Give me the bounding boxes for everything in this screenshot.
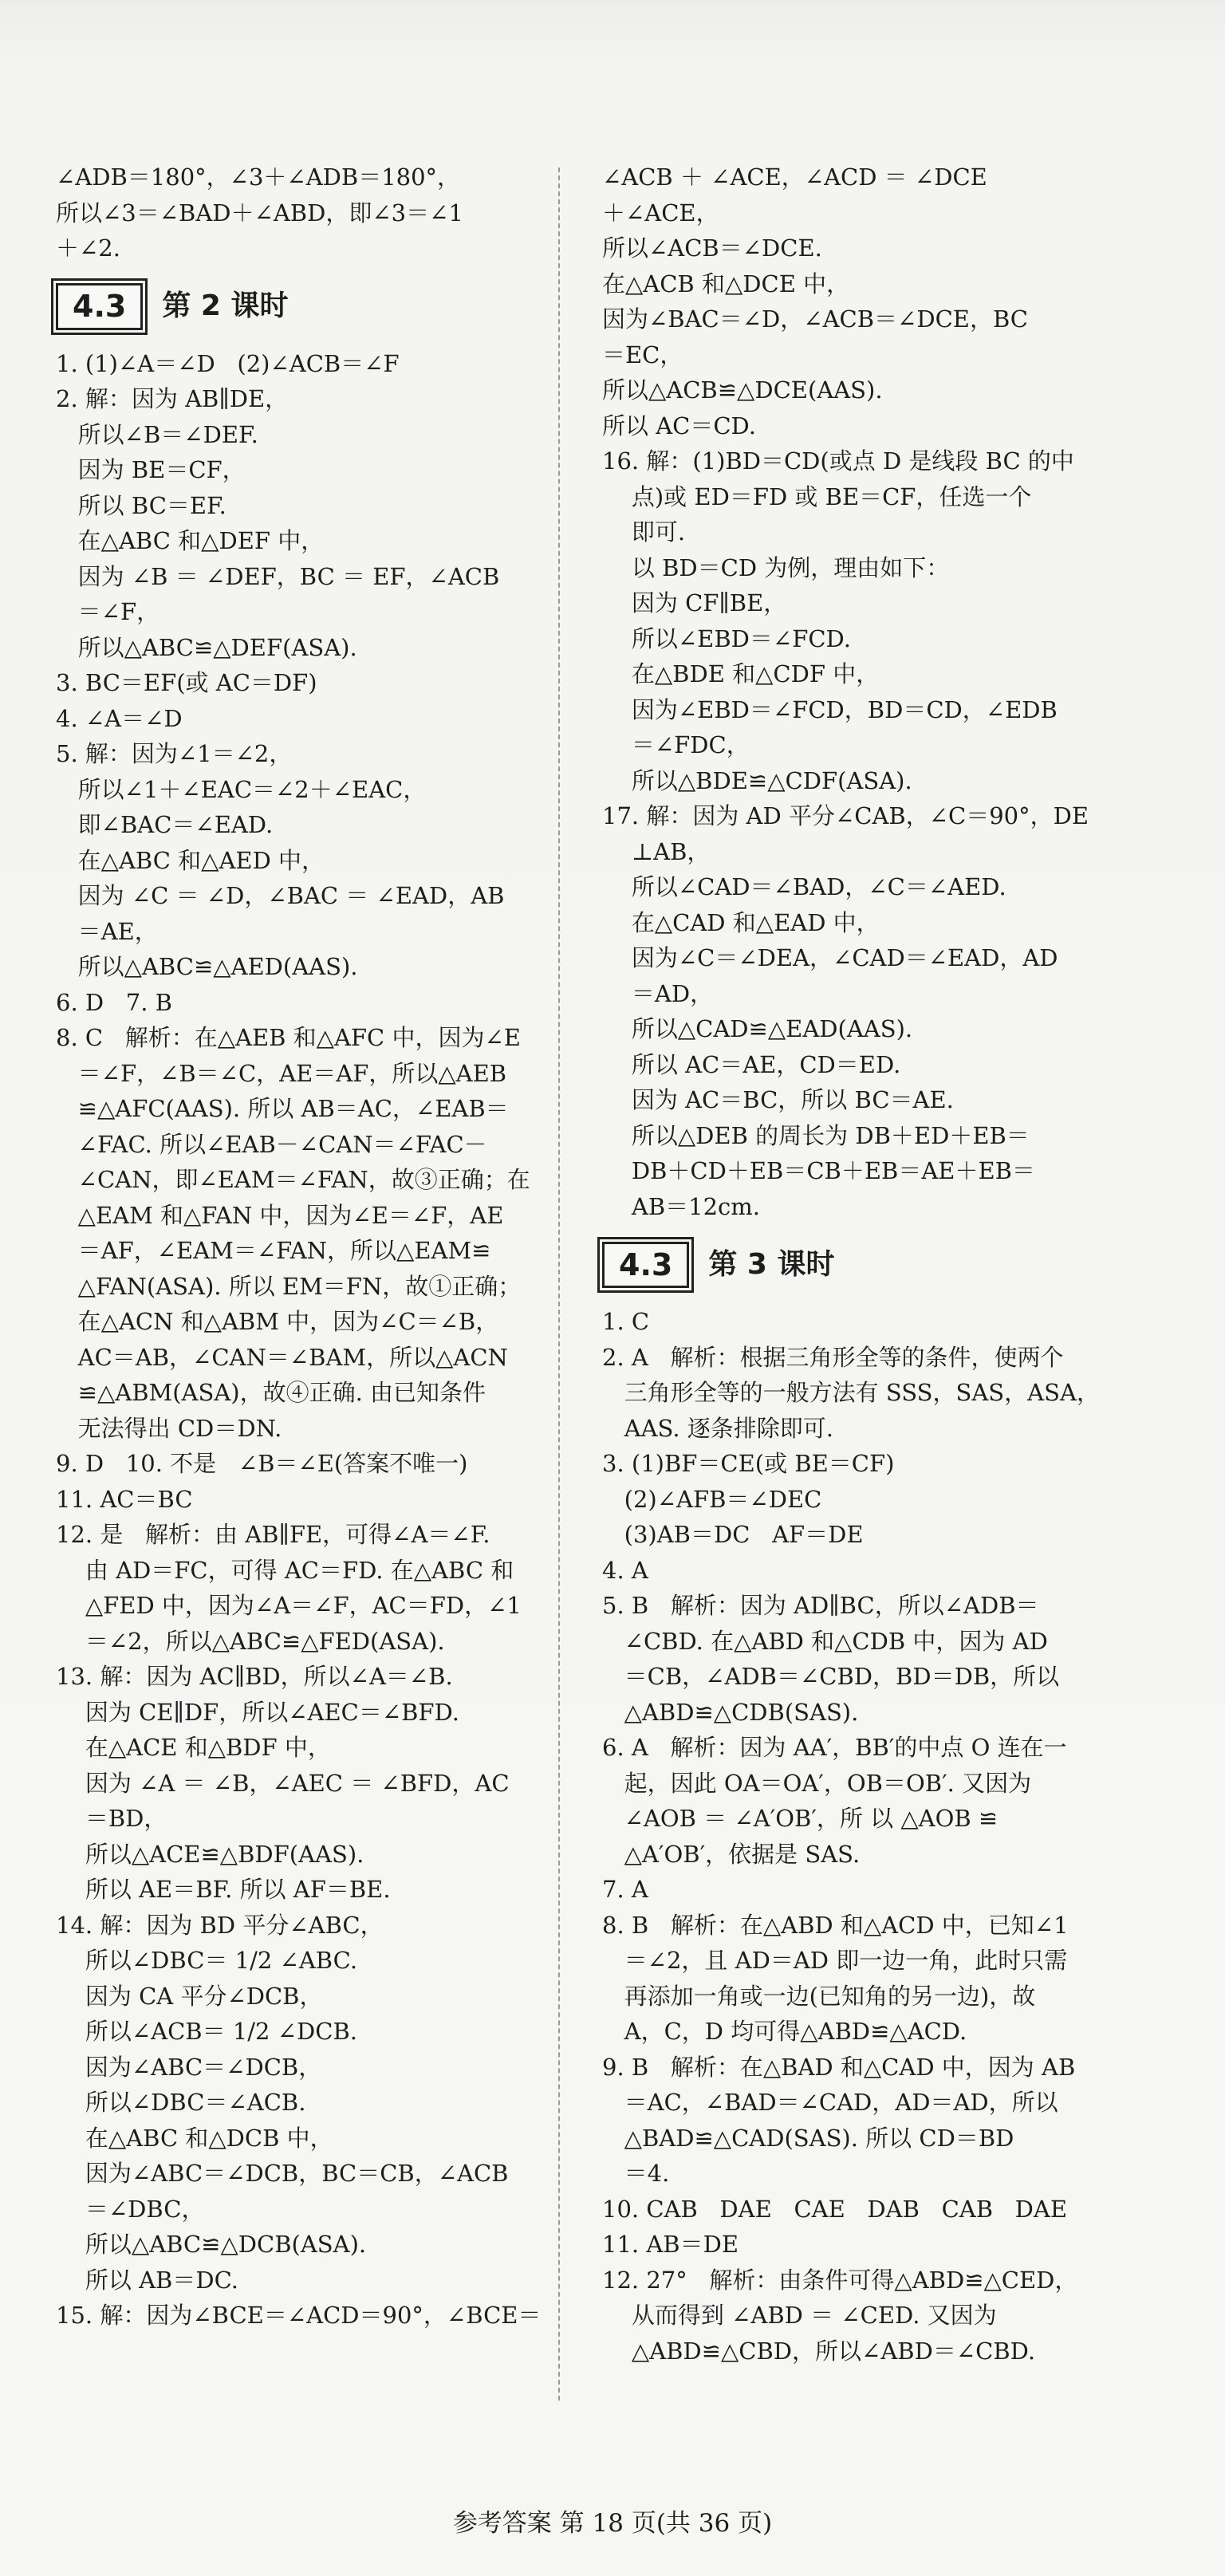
answer-line: ＝∠F，∠B＝∠C，AE＝AF，所以△AEB	[56, 1059, 507, 1087]
answer-line: ＝4.	[602, 2160, 670, 2187]
answer-line: ∠CAN，即∠EAM＝∠FAN，故③正确；在	[56, 1166, 530, 1193]
answer-line: 因为∠C＝∠DEA，∠CAD＝∠EAD，AD	[602, 944, 1058, 971]
left-column	[56, 160, 566, 2334]
answer-line: 所以∠DBC＝ 1/2 ∠ABC.	[56, 1947, 358, 1974]
answer-line: 5. 解：因为∠1＝∠2，	[56, 740, 293, 767]
answer-line: ＝AD，	[602, 979, 714, 1007]
answer-line: 3. BC＝EF(或 AC＝DF)	[56, 669, 317, 696]
answer-line: 因为 CE∥DF，所以∠AEC＝∠BFD.	[56, 1698, 459, 1726]
answer-line: 因为 CA 平分∠DCB，	[56, 1982, 323, 2010]
answer-line: 所以 AB＝DC.	[56, 2266, 238, 2294]
answer-line: 在△ACE 和△BDF 中，	[56, 1734, 331, 1761]
answer-line: 所以∠DBC＝∠ACB.	[56, 2089, 306, 2116]
right-column	[602, 160, 1113, 2369]
answer-line: 在△ACN 和△ABM 中，因为∠C＝∠B，	[56, 1308, 499, 1335]
answer-line: 所以 AE＝BF. 所以 AF＝BE.	[56, 1876, 391, 1903]
answer-line: 1. (1)∠A＝∠D (2)∠ACB＝∠F	[56, 349, 400, 377]
answer-line: AB＝12cm.	[602, 1192, 760, 1220]
answer-line: 所以 AC＝AE，CD＝ED.	[602, 1050, 901, 1078]
answer-line: 因为 ∠A ＝ ∠B，∠AEC ＝ ∠BFD，AC	[56, 1769, 510, 1797]
answer-line: 因为 CF∥BE，	[602, 589, 787, 616]
answer-line: AAS. 逐条排除即可.	[602, 1414, 834, 1442]
answer-line: 从而得到 ∠ABD ＝ ∠CED. 又因为	[602, 2302, 997, 2329]
answer-line: 13. 解：因为 AC∥BD，所以∠A＝∠B.	[56, 1663, 453, 1690]
answer-line: 三角形全等的一般方法有 SSS，SAS，ASA，	[602, 1379, 1100, 1406]
answer-line: 在△BDE 和△CDF 中，	[602, 660, 880, 687]
answer-line: 12. 是 解析：由 AB∥FE，可得∠A＝∠F.	[56, 1521, 490, 1548]
answer-line: 在△ABC 和△AED 中，	[56, 846, 325, 874]
answer-line: 10. CAB DAE CAE DAB CAB DAE	[602, 2195, 1068, 2223]
answer-line: ∠CBD. 在△ABD 和△CDB 中，因为 AD	[602, 1627, 1048, 1655]
section-heading	[602, 1229, 1113, 1301]
answer-line: 因为 ∠C ＝ ∠D，∠BAC ＝ ∠EAD，AB	[56, 882, 505, 909]
answer-line: (3)AB＝DC AF＝DE	[602, 1521, 864, 1548]
answer-line: 起，因此 OA＝OA′，OB＝OB′. 又因为	[602, 1769, 1032, 1797]
section-heading	[56, 271, 566, 343]
answer-line: △ABD≌△CDB(SAS).	[602, 1698, 859, 1726]
answer-line: △A′OB′，依据是 SAS.	[602, 1840, 861, 1868]
answer-line: ＝∠2，所以△ABC≌△FED(ASA).	[56, 1627, 445, 1655]
answer-line: 由 AD＝FC，可得 AC＝FD. 在△ABC 和	[56, 1556, 514, 1584]
section-number-badge: 4.3	[56, 283, 143, 330]
answer-line: 所以△BDE≌△CDF(ASA).	[602, 766, 912, 794]
answer-line: DB＋CD＋EB＝CB＋EB＝AE＋EB＝	[602, 1157, 1035, 1184]
answer-line: ＝AF，∠EAM＝∠FAN，所以△EAM≌	[56, 1237, 491, 1264]
answer-line: 所以△ABC≌△DEF(ASA).	[56, 633, 357, 661]
answer-line: ≌△ABM(ASA)，故④正确. 由已知条件	[56, 1379, 486, 1406]
answer-line: 15. 解：因为∠BCE＝∠ACD＝90°，∠BCE＝	[56, 2302, 542, 2329]
answer-line: 2. A 解析：根据三角形全等的条件，使两个	[602, 1343, 1064, 1371]
answer-line: 因为∠ABC＝∠DCB，BC＝CB，∠ACB	[56, 2160, 509, 2187]
answer-line: 所以∠CAD＝∠BAD，∠C＝∠AED.	[602, 873, 1006, 900]
answer-line: ＝AE，	[56, 917, 158, 945]
answer-line: 9. B 解析：在△BAD 和△CAD 中，因为 AB	[602, 2053, 1076, 2081]
answer-line: ∠ADB＝180°，∠3＋∠ADB＝180°，	[56, 163, 461, 191]
answer-line: ＝EC，	[602, 341, 683, 368]
answer-line: A，C，D 均可得△ABD≌△ACD.	[602, 2018, 967, 2045]
section-title: 第 3 课时	[708, 1247, 835, 1281]
answer-line: 所以 AC＝CD.	[602, 412, 756, 439]
answer-line: 所以∠ACB＝∠DCE.	[602, 234, 822, 262]
answer-line: 3. (1)BF＝CE(或 BE＝CF)	[602, 1450, 895, 1477]
answer-line: △BAD≌△CAD(SAS). 所以 CD＝BD	[602, 2124, 1014, 2152]
column-divider	[558, 167, 560, 2401]
answer-line: 即可.	[602, 518, 686, 546]
answer-line: ∠AOB ＝ ∠A′OB′，所 以 △AOB ≌	[602, 1805, 999, 1832]
answer-line: △FAN(ASA). 所以 EM＝FN，故①正确；	[56, 1272, 522, 1300]
section-number-badge: 4.3	[602, 1242, 689, 1289]
answer-line: 4. A	[602, 1556, 648, 1584]
answer-line: 11. AB＝DE	[602, 2231, 739, 2258]
answer-line: ＝∠FDC，	[602, 731, 750, 758]
section-title: 第 2 课时	[162, 290, 289, 323]
answer-line: 所以∠ACB＝ 1/2 ∠DCB.	[56, 2018, 357, 2045]
answer-line: 点)或 ED＝FD 或 BE＝CF，任选一个	[602, 483, 1032, 510]
answer-line: ＋∠2.	[56, 234, 120, 262]
answer-line: 即∠BAC＝∠EAD.	[56, 811, 274, 838]
answer-line: 7. A	[602, 1876, 648, 1903]
answer-line: △EAM 和△FAN 中，因为∠E＝∠F，AE	[56, 1201, 504, 1229]
answer-line: 以 BD＝CD 为例，理由如下：	[602, 553, 950, 581]
answer-line: 无法得出 CD＝DN.	[56, 1414, 282, 1442]
answer-line: (2)∠AFB＝∠DEC	[602, 1485, 822, 1513]
answer-line: ∠ACB ＋ ∠ACE，∠ACD ＝ ∠DCE	[602, 163, 987, 191]
answer-line: 所以∠B＝∠DEF.	[56, 420, 258, 448]
answer-line: 所以△ABC≌△DCB(ASA).	[56, 2231, 367, 2258]
answer-line: 因为 ∠B ＝ ∠DEF，BC ＝ EF，∠ACB	[56, 562, 500, 590]
answer-line: 14. 解：因为 BD 平分∠ABC，	[56, 1911, 384, 1939]
answer-line: ＝∠2，且 AD＝AD 即一边一角，此时只需	[602, 1947, 1068, 1974]
answer-line: 12. 27° 解析：由条件可得△ABD≌△CED，	[602, 2266, 1078, 2294]
answer-line: 在△CAD 和△EAD 中，	[602, 908, 880, 936]
answer-line: 在△ABC 和△DCB 中，	[56, 2124, 333, 2152]
answer-line: 8. C 解析：在△AEB 和△AFC 中，因为∠E	[56, 1024, 521, 1051]
answer-line: 2. 解：因为 AB∥DE，	[56, 385, 289, 412]
answer-line: 17. 解：因为 AD 平分∠CAB，∠C＝90°，DE	[602, 802, 1089, 829]
answer-line: 所以∠3＝∠BAD＋∠ABD，即∠3＝∠1	[56, 199, 463, 226]
answer-line: 6. D 7. B	[56, 988, 172, 1016]
answer-line: 所以∠EBD＝∠FCD.	[602, 624, 851, 652]
answer-line: 所以 BC＝EF.	[56, 491, 226, 519]
answer-line: 在△ABC 和△DEF 中，	[56, 527, 325, 554]
answer-line: 16. 解：(1)BD＝CD(或点 D 是线段 BC 的中	[602, 447, 1074, 475]
answer-line: 所以△ABC≌△AED(AAS).	[56, 953, 358, 980]
answer-line: 再添加一角或一边(已知角的另一边)，故	[602, 1982, 1036, 2010]
answer-line: △FED 中，因为∠A＝∠F，AC＝FD，∠1	[56, 1592, 522, 1619]
answer-line: 6. A 解析：因为 AA′，BB′的中点 O 连在一	[602, 1734, 1067, 1761]
answer-line: 在△ACB 和△DCE 中，	[602, 270, 850, 297]
answer-line: ＋∠ACE，	[602, 199, 719, 226]
answer-line: 11. AC＝BC	[56, 1485, 193, 1513]
answer-line: 因为∠EBD＝∠FCD，BD＝CD，∠EDB	[602, 695, 1058, 723]
answer-line: 5. B 解析：因为 AD∥BC，所以∠ADB＝	[602, 1592, 1039, 1619]
answer-line: 因为∠ABC＝∠DCB，	[56, 2053, 322, 2081]
answer-line: 因为∠BAC＝∠D，∠ACB＝∠DCE，BC	[602, 305, 1028, 333]
answer-line: ＝∠F，	[56, 598, 160, 625]
answer-line: ＝AC，∠BAD＝∠CAD，AD＝AD，所以	[602, 2089, 1058, 2116]
answer-line: 所以△DEB 的周长为 DB＋ED＋EB＝	[602, 1121, 1030, 1149]
page-footer: 参考答案 第 18 页(共 36 页)	[452, 2509, 773, 2538]
answer-line: 4. ∠A＝∠D	[56, 704, 183, 732]
answer-line: ⊥AB，	[602, 837, 711, 865]
answer-line: 9. D 10. 不是 ∠B＝∠E(答案不唯一)	[56, 1450, 468, 1477]
answer-line: ∠FAC. 所以∠EAB－∠CAN＝∠FAC－	[56, 1130, 487, 1158]
answer-line: 所以△CAD≌△EAD(AAS).	[602, 1015, 913, 1042]
answer-line: ＝CB，∠ADB＝∠CBD，BD＝DB，所以	[602, 1663, 1060, 1690]
answer-line: ＝∠DBC，	[56, 2195, 205, 2223]
answer-line: 所以△ACE≌△BDF(AAS).	[56, 1840, 364, 1868]
answer-line: △ABD≌△CBD，所以∠ABD＝∠CBD.	[602, 2337, 1036, 2365]
answer-line: 因为 BE＝CF，	[56, 456, 246, 483]
answer-line: ＝BD，	[56, 1805, 167, 1832]
answer-line: ≌△AFC(AAS). 所以 AB＝AC，∠EAB＝	[56, 1095, 509, 1122]
answer-line: 8. B 解析：在△ABD 和△ACD 中，已知∠1	[602, 1911, 1069, 1939]
answer-line: AC＝AB，∠CAN＝∠BAM，所以△ACN	[56, 1343, 508, 1371]
answer-line: 因为 AC＝BC，所以 BC＝AE.	[602, 1086, 954, 1113]
answer-line: 所以∠1＋∠EAC＝∠2＋∠EAC，	[56, 775, 427, 803]
answer-line: 所以△ACB≌△DCE(AAS).	[602, 376, 883, 404]
answer-line: 1. C	[602, 1308, 650, 1335]
